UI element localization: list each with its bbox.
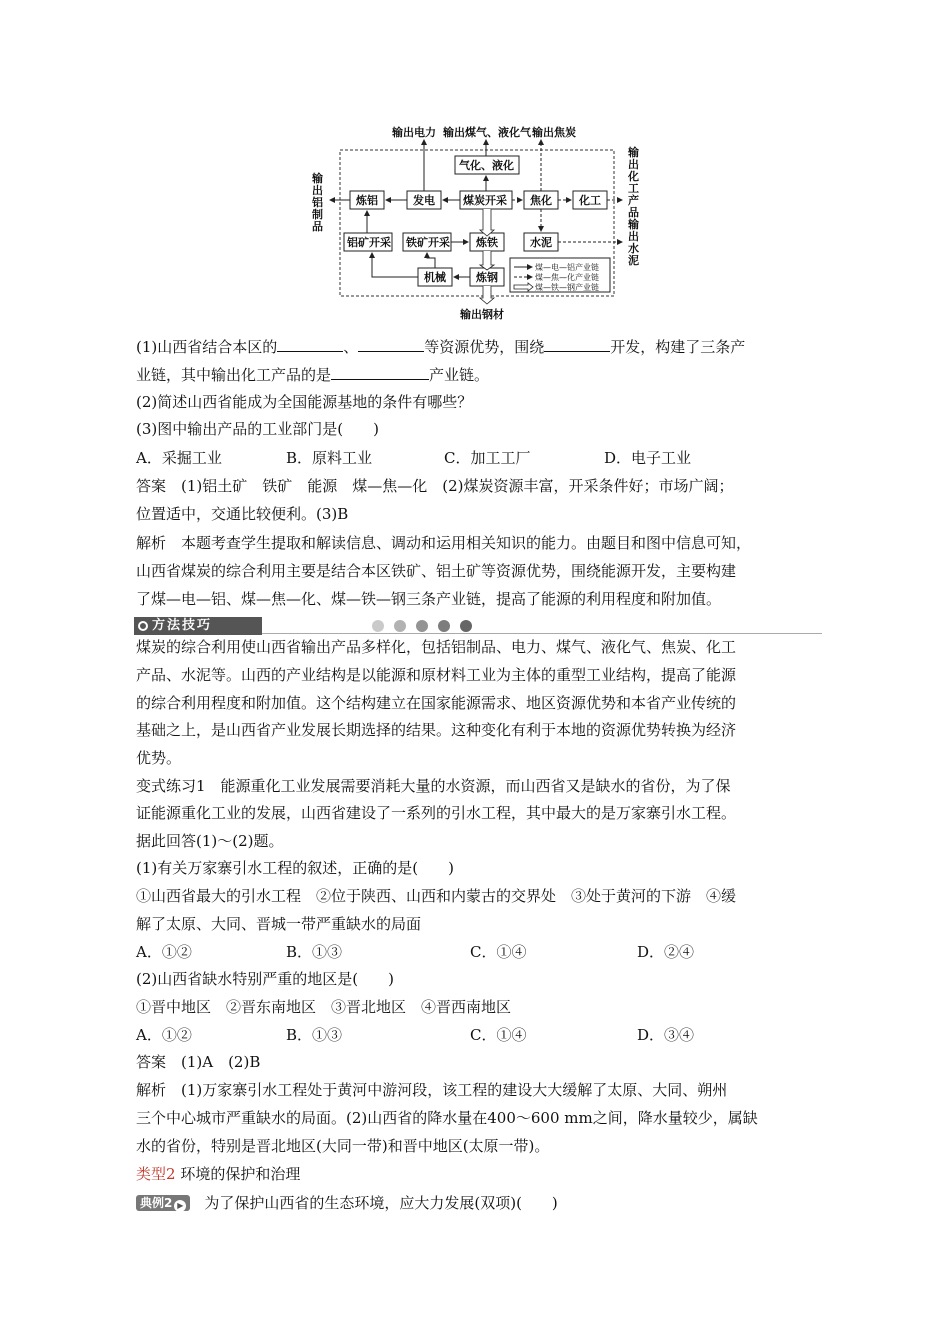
label-output-power: 输出电力 (392, 126, 436, 139)
legend-item-1: 煤—电—铝产业链 (535, 263, 599, 272)
variant-question-1: (1)有关万家寨引水工程的叙述，正确的是( ) (136, 859, 454, 877)
vq1-option-b[interactable]: B．①③ (286, 943, 343, 961)
node-iron-mining: 铁矿开采 (406, 236, 450, 249)
play-icon: ▶ (174, 1200, 186, 1212)
analysis-2-line-3: 水的省份，特别是晋北地区(大同一带)和晋中地区(太原一带)。 (136, 1137, 550, 1155)
method-text-line-4: 基础之上，是山西省产业发展长期选择的结果。这种变化有利于本地的资源优势转换为经济 (136, 721, 737, 739)
question-3-options (136, 448, 691, 468)
vq2-option-a[interactable]: A．①② (136, 1026, 192, 1044)
q1-line2-tail: 产业链。 (429, 366, 490, 384)
analysis-2-line-2: 三个中心城市严重缺水的局面。(2)山西省的降水量在400～600 mm之间，降水量较少，属缺 (136, 1109, 758, 1127)
label-output-coke: 输出焦炭 (532, 126, 576, 139)
q1-separator: 、 (343, 338, 359, 356)
variant-q2-items: ①晋中地区 ②晋东南地区 ③晋北地区 ④晋西南地区 (136, 998, 512, 1016)
answer-2: 答案 (1)A (2)B (136, 1053, 261, 1071)
question-1-line-1 (136, 337, 745, 357)
vq2-option-d[interactable]: D．③④ (637, 1026, 695, 1044)
analysis-1-line-2: 山西省煤炭的综合利用主要是结合本区铁矿、铝土矿等资源优势，围绕能源开发，主要构建 (136, 562, 737, 580)
option-b[interactable]: B．原料工业 (286, 449, 373, 467)
label-output-steel: 输出钢材 (460, 308, 504, 321)
vq1-option-a[interactable]: A．①② (136, 943, 192, 961)
bullet-circle-icon (138, 621, 148, 631)
answer-blank-4[interactable] (331, 365, 429, 380)
example-2 (136, 1193, 558, 1213)
node-bauxite-mining: 铝矿开采 (347, 236, 391, 249)
type2-label: 类型2 (136, 1165, 176, 1183)
variant-text-line-3: 据此回答(1)～(2)题。 (136, 832, 284, 850)
node-coal-mining: 煤炭开采 (463, 194, 507, 207)
vq1-option-c[interactable]: C．①④ (470, 943, 527, 961)
question-1-line-2 (136, 365, 489, 385)
node-aluminum-smelt: 炼铝 (356, 194, 378, 207)
variant-text-line-2: 证能源重化工业的发展，山西省建设了一系列的引水工程，其中最大的是万家寨引水工程。 (136, 804, 737, 822)
option-d[interactable]: D．电子工业 (604, 449, 692, 467)
node-iron-smelt: 炼铁 (476, 236, 498, 249)
variant-q1-options (136, 942, 694, 962)
method-text-line-5: 优势。 (136, 749, 182, 767)
vq2-option-c[interactable]: C．①④ (470, 1026, 527, 1044)
vq1-option-d[interactable]: D．②④ (637, 943, 695, 961)
label-output-chemicals: 输出化工产品 (628, 146, 639, 219)
analysis-1-line-3: 了煤—电—铝、煤—焦—化、煤—铁—钢三条产业链，提高了能源的利用程度和附加值。 (136, 590, 722, 608)
node-coking: 焦化 (530, 194, 552, 207)
node-cement: 水泥 (530, 236, 552, 249)
variant-q1-items-line-2: 解了太原、大同、晋城一带严重缺水的局面 (136, 915, 422, 933)
legend-item-3: 煤—铁—钢产业链 (535, 283, 599, 292)
type2-title: 环境的保护和治理 (180, 1165, 301, 1183)
question-3: (3)图中输出产品的工业部门是( ) (136, 420, 379, 438)
method-text-line-1: 煤炭的综合利用使山西省输出产品多样化，包括铝制品、电力、煤气、液化气、焦炭、化工 (136, 638, 737, 656)
answer-blank-3[interactable] (544, 337, 610, 352)
example-2-text: 为了保护山西省的生态环境，应大力发展(双项)( ) (204, 1194, 558, 1212)
answer-1-line-1: 答案 (1)铝土矿 铁矿 能源 煤—焦—化 (2)煤炭资源丰富，开采条件好；市场广阔； (136, 477, 734, 495)
q1-line2-prefix: 业链，其中输出化工产品的是 (136, 366, 332, 384)
analysis-1-line-1: 解析 本题考查学生提取和解读信息、调动和运用相关知识的能力。由题目和图中信息可知， (136, 534, 752, 552)
variant-q2-options (136, 1025, 694, 1045)
example-2-badge-label: 典例2 (140, 1196, 173, 1210)
option-a[interactable]: A．采掘工业 (136, 449, 222, 467)
legend-item-2: 煤—焦—化产业链 (535, 273, 599, 282)
method-text-line-2: 产品、水泥等。山西的产业结构是以能源和原材料工业为主体的重型工业结构，提高了能源 (136, 666, 737, 684)
node-power-gen: 发电 (413, 194, 435, 207)
method-tips-decoration (262, 617, 822, 635)
node-steel-smelt: 炼钢 (476, 271, 498, 284)
method-tips-header (134, 617, 262, 635)
answer-blank-2[interactable] (358, 337, 424, 352)
q1-tail: 开发，构建了三条产 (610, 338, 746, 356)
vq2-option-b[interactable]: B．①③ (286, 1026, 343, 1044)
question-2: (2)简述山西省能成为全国能源基地的条件有哪些？ (136, 393, 473, 411)
node-chemical: 化工 (579, 194, 601, 207)
variant-question-2: (2)山西省缺水特别严重的地区是( ) (136, 970, 394, 988)
answer-1-line-2: 位置适中，交通比较便利。(3)B (136, 505, 349, 523)
node-gasify: 气化、液化 (459, 159, 514, 172)
section-type-2 (136, 1164, 300, 1184)
method-tips-title: 方法技巧 (152, 618, 213, 633)
variant-q1-items-line-1: ①山西省最大的引水工程 ②位于陕西、山西和内蒙古的交界处 ③处于黄河的下游 ④缓 (136, 887, 737, 905)
label-output-cement: 输出水泥 (628, 218, 639, 267)
variant-text-line-1: 变式练习1 能源重化工业发展需要消耗大量的水资源，而山西省又是缺水的省份，为了保 (136, 777, 731, 795)
analysis-2-line-1: 解析 (1)万家寨引水工程处于黄河中游河段，该工程的建设大大缓解了太原、大同、朔州 (136, 1081, 728, 1099)
answer-blank-1[interactable] (277, 337, 343, 352)
q1-prefix: (1)山西省结合本区的 (136, 338, 278, 356)
node-machinery: 机械 (424, 271, 446, 284)
method-text-line-3: 的综合利用程度和附加值。这个结构建立在国家能源需求、地区资源优势和本省产业传统的 (136, 694, 737, 712)
label-output-aluminum: 输出铝制品 (312, 172, 323, 233)
q1-middle: 等资源优势，围绕 (424, 338, 545, 356)
option-c[interactable]: C．加工工厂 (444, 449, 531, 467)
industry-chain-diagram (300, 118, 650, 324)
example-2-badge (136, 1195, 190, 1211)
label-output-gas: 输出煤气、液化气 (443, 126, 531, 139)
